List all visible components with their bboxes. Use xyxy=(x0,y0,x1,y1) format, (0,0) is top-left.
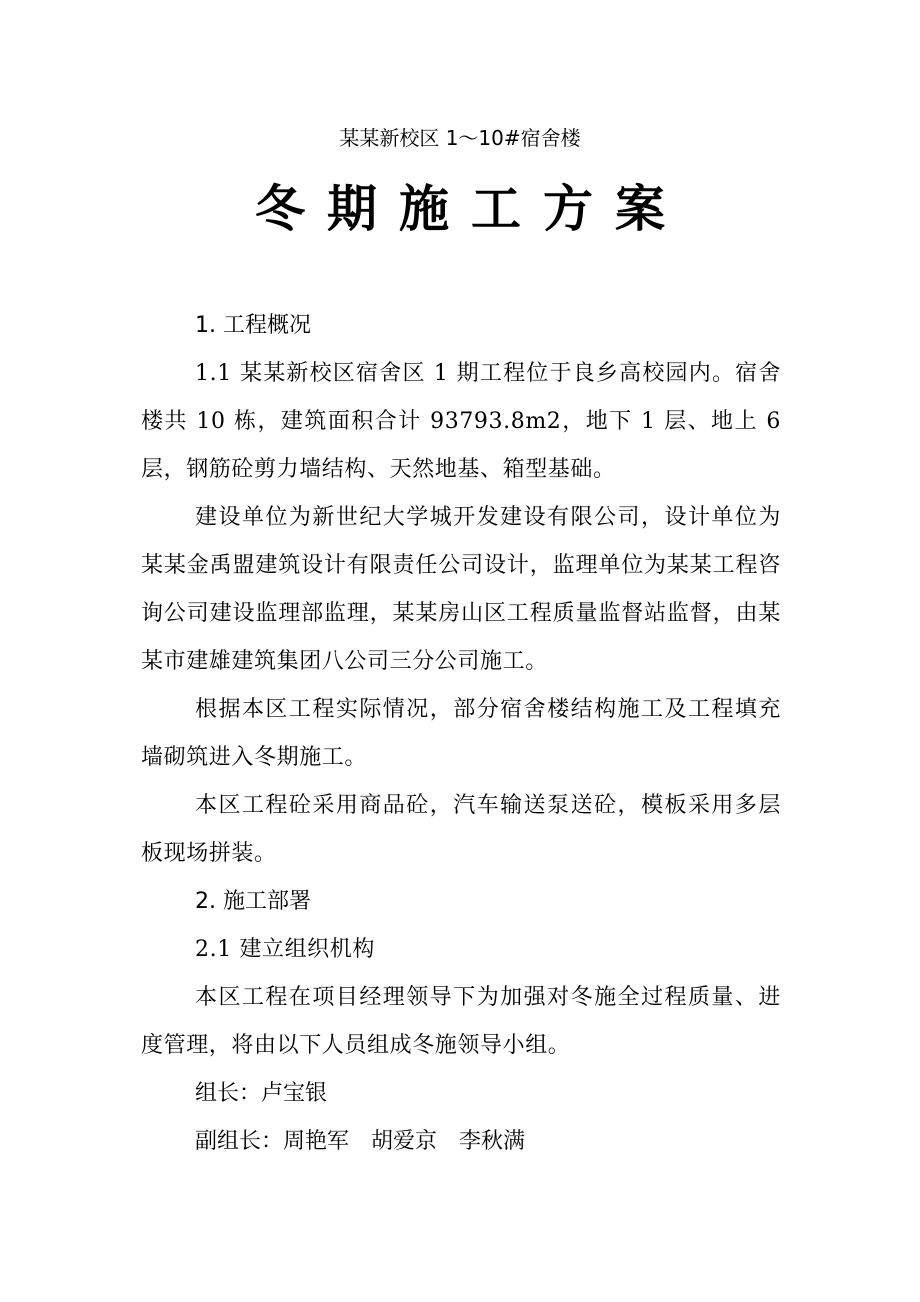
team-deputy-label: 副组长： xyxy=(195,1129,284,1154)
team-deputy-name: 周艳军 xyxy=(283,1129,350,1154)
team-deputy-name: 胡爱京 xyxy=(371,1129,438,1154)
team-deputy-line xyxy=(141,1118,781,1166)
team-leader-label: 组长： xyxy=(195,1081,262,1106)
paragraph-leadership: 本区工程在项目经理领导下为加强对冬施全过程质量、进度管理，将由以下人员组成冬施领导小组。 xyxy=(141,985,781,1058)
team-deputy-name: 李秋满 xyxy=(459,1129,526,1154)
paragraph-project-info: 1.1 某某新校区宿舍区 1 期工程位于良乡高校园内。宿舍楼共 10 栋，建筑面积合计 93793.8m2，地下 1 层、地上 6 层，钢筋砼剪力墙结构、天然地基、箱型基础。 xyxy=(141,361,781,482)
paragraph-parties: 建设单位为新世纪大学城开发建设有限公司，设计单位为某某金禹盟建筑设计有限责任公司设计，监理单位为某某工程咨询公司建设监理部监理，某某房山区工程质量监督站监督，由某某市建雄建筑集团八公司三分公司施工。 xyxy=(141,505,781,674)
paragraph-winter-scope: 根据本区工程实际情况，部分宿舍楼结构施工及工程填充墙砌筑进入冬期施工。 xyxy=(141,697,781,770)
team-leader-name: 卢宝银 xyxy=(261,1081,328,1106)
document-body xyxy=(141,302,781,1166)
document-title: 冬期施工方案 xyxy=(255,179,687,238)
subsection-heading-organization: 2.1 建立组织机构 xyxy=(195,937,375,962)
project-subtitle: 某某新校区 1～10#宿舍楼 xyxy=(339,126,581,150)
section-heading-deployment: 2. 施工部署 xyxy=(195,889,311,914)
team-leader-line xyxy=(141,1070,781,1118)
paragraph-concrete: 本区工程砼采用商品砼，汽车输送泵送砼，模板采用多层板现场拼装。 xyxy=(141,793,781,866)
section-heading-overview: 1. 工程概况 xyxy=(195,313,311,338)
